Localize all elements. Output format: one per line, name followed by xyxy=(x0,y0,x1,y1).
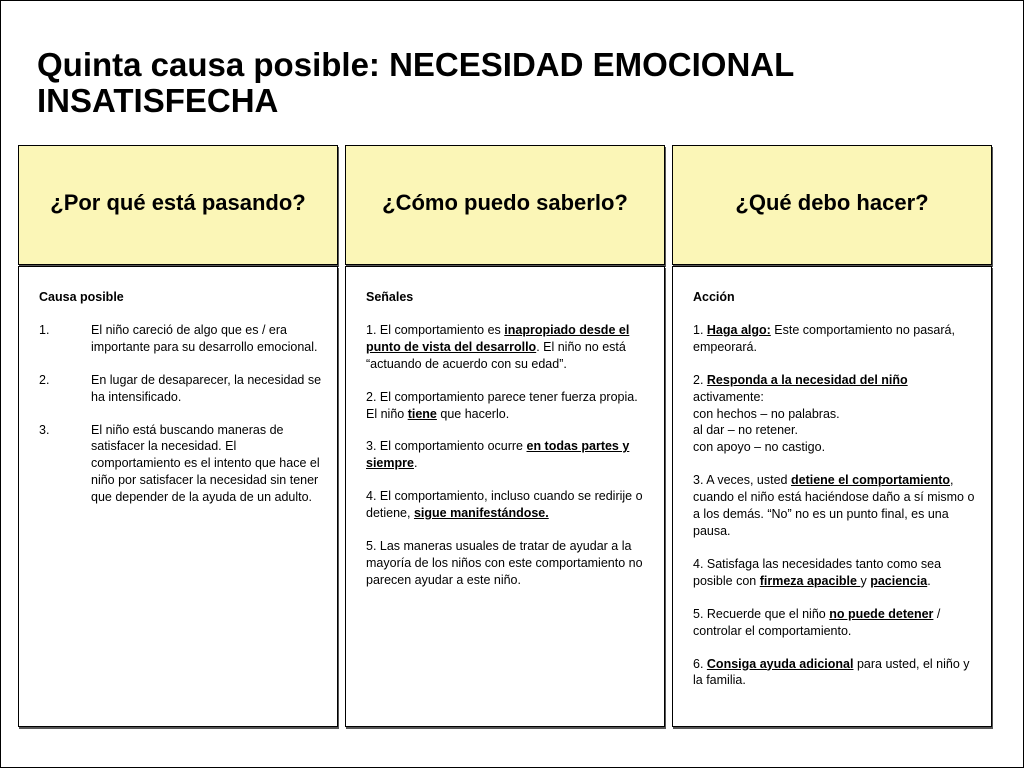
column-why-body xyxy=(18,266,338,727)
action-item: 1. Haga algo: Este comportamiento no pasará, empeorará. xyxy=(693,322,955,354)
column-how-label: Señales xyxy=(366,290,414,304)
action-item: 6. Consiga ayuda adicional para usted, el niño y la familia. xyxy=(693,656,970,688)
signal-item: 4. El comportamiento, incluso cuando se redirije o detiene, sigue manifestándose. xyxy=(366,489,643,521)
list-item-text: En lugar de desaparecer, la necesidad se ha intensificado. xyxy=(91,372,322,404)
action-item: 3. A veces, usted detiene el comportamiento, cuando el niño está haciéndose daño a sí mismo o a los demás. “No” no es un punto final, es una pausa. xyxy=(693,473,975,538)
signal-item: 5. Las maneras usuales de tratar de ayudar a la mayoría de los niños con este comportamiento no parecen ayudar a este niño. xyxy=(366,539,643,587)
column-how-heading: ¿Cómo puedo saberlo? xyxy=(382,190,628,215)
signal-item: 3. El comportamiento ocurre en todas partes y siempre. xyxy=(366,439,630,471)
slide-title: Quinta causa posible: NECESIDAD EMOCIONAL INSATISFECHA xyxy=(37,46,794,119)
list-item-number: 2. xyxy=(39,372,50,387)
list-item xyxy=(39,422,324,507)
column-what-heading: ¿Qué debo hacer? xyxy=(735,190,929,215)
column-how-body xyxy=(345,266,665,727)
column-what-header xyxy=(672,145,992,265)
list-item-text: El niño está buscando maneras de satisfacer la necesidad. El comportamiento es el intento que hace el niño por satisfacer la necesidad sin tener que depender de la ayuda de un adulto. xyxy=(91,422,320,505)
column-what-label: Acción xyxy=(693,290,735,304)
action-item: 5. Recuerde que el niño no puede detener / controlar el comportamiento. xyxy=(693,606,941,638)
column-what-body xyxy=(672,266,992,727)
list-item xyxy=(39,322,324,356)
list-item xyxy=(39,372,324,406)
list-item-number: 1. xyxy=(39,322,50,337)
action-subline: con apoyo – no castigo. xyxy=(693,440,826,455)
column-why-label: Causa posible xyxy=(39,290,124,304)
action-item: 2. Responda a la necesidad del niño activamente: con hechos – no palabras. al dar – no retener. con apoyo – no castigo. xyxy=(693,372,978,457)
signal-item: 2. El comportamiento parece tener fuerza propia. El niño tiene que hacerlo. xyxy=(366,389,638,421)
action-item: 4. Satisfaga las necesidades tanto como sea posible con firmeza apacible y paciencia. xyxy=(693,556,942,588)
action-subline: con hechos – no palabras. xyxy=(693,406,840,421)
list-item-number: 3. xyxy=(39,422,50,437)
column-why-header xyxy=(18,145,338,265)
signal-item: 1. El comportamiento es inapropiado desde el punto de vista del desarrollo. El niño no está “actuando de acuerdo con su edad”. xyxy=(366,322,630,371)
column-how-header xyxy=(345,145,665,265)
list-item-text: El niño careció de algo que es / era importante para su desarrollo emocional. xyxy=(91,322,318,354)
column-why-heading: ¿Por qué está pasando? xyxy=(50,190,306,215)
action-subline: al dar – no retener. xyxy=(693,423,798,438)
